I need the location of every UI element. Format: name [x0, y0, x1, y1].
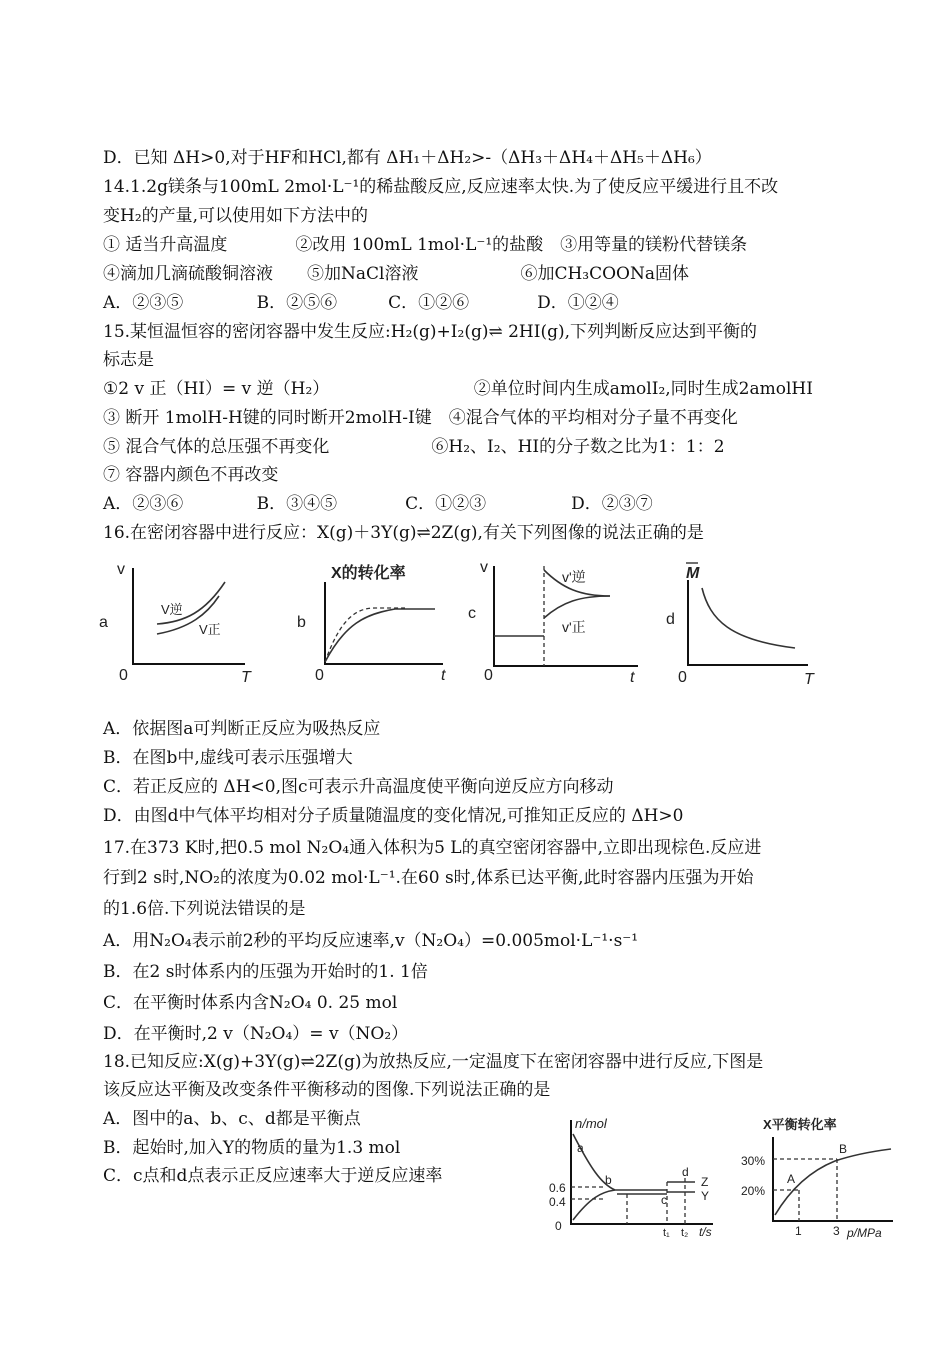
graph-b-origin: 0 — [315, 667, 324, 684]
point-label: a — [577, 1141, 584, 1155]
text-line: 16.在密闭容器中进行反应：X(g)＋3Y(g)⇌2Z(g),有关下列图像的说法正确的是 — [103, 523, 704, 543]
series-label: Y — [701, 1189, 710, 1203]
graph-conversion-p-title: X平衡转化率 — [763, 1117, 837, 1132]
text-line: 的1.6倍.下列说法错误的是 — [103, 899, 306, 919]
graph-b-title: X的转化率 — [331, 565, 406, 582]
graph-n-t-xlabel: t/s — [699, 1225, 712, 1239]
graph-b — [295, 562, 455, 687]
text-line: 17.在373 K时,把0.5 mol N₂O₄通入体积为5 L的真空密闭容器中,立即出现棕色.反应进 — [103, 838, 762, 858]
graph-a-xlabel: T — [241, 669, 251, 686]
text-line: ④滴加几滴硫酸铜溶液 ⑤加NaCl溶液 ⑥加CH₃COONa固体 — [103, 264, 689, 284]
option-b: B．起始时,加入Y的物质的量为1.3 mol — [103, 1138, 401, 1158]
text-line: ① 适当升高温度 ②改用 100mL 1mol·L⁻¹的盐酸 ③用等量的镁粉代替镁条 — [103, 235, 748, 255]
tick-label: 3 — [833, 1224, 840, 1238]
graph-c-rev-label: v'逆 — [562, 569, 586, 585]
point-label: d — [682, 1165, 689, 1179]
graph-a-rev-label: V逆 — [161, 602, 183, 617]
text-line: 15.某恒温恒容的密闭容器中发生反应:H₂(g)+I₂(g)⇌ 2HI(g),下列判断反应达到平衡的 — [103, 322, 758, 342]
option-c: C．c点和d点表示正反应速率大于逆反应速率 — [103, 1166, 443, 1186]
option-a: A．依据图a可判断正反应为吸热反应 — [103, 719, 381, 739]
graph-b-letter: b — [297, 614, 306, 631]
tick-label: 20% — [741, 1184, 766, 1198]
tick-label: t₂ — [681, 1227, 689, 1239]
text-line: ①2 v 正（HI）= v 逆（H₂） ②单位时间内生成amolI₂,同时生成2amolHI — [103, 379, 813, 399]
option-b: B．在2 s时体系内的压强为开始时的1. 1倍 — [103, 962, 428, 982]
graph-d-ylabel: M — [686, 565, 700, 582]
option-c: C．在平衡时体系内含N₂O₄ 0. 25 mol — [103, 993, 398, 1013]
graph-conversion-p — [735, 1115, 900, 1245]
option-a: A．图中的a、b、c、d都是平衡点 — [103, 1109, 361, 1129]
text-line: 该反应达平衡及改变条件平衡移动的图像.下列说法正确的是 — [103, 1080, 551, 1100]
point-label: c — [661, 1193, 667, 1207]
graph-n-t-origin: 0 — [555, 1219, 562, 1233]
graph-n-t-ylabel: n/mol — [575, 1116, 607, 1131]
graph-d-origin: 0 — [678, 669, 687, 686]
option-c: C．若正反应的 ΔH<0,图c可表示升高温度使平衡向逆反应方向移动 — [103, 777, 614, 797]
graph-a-ylabel: v — [117, 562, 125, 578]
graph-c-fwd-label: v'正 — [562, 619, 586, 635]
tick-label: 1 — [795, 1224, 802, 1238]
graph-c-ylabel: v — [480, 559, 488, 576]
graph-a-letter: a — [99, 614, 108, 631]
point-label: b — [605, 1173, 612, 1187]
graph-c — [462, 558, 652, 688]
tick-label: 0.4 — [549, 1195, 566, 1209]
graph-a-fwd-label: V正 — [199, 622, 221, 637]
option-d: D．在平衡时,2 v（N₂O₄）= v（NO₂） — [103, 1024, 409, 1044]
option-b: B．在图b中,虚线可表示压强增大 — [103, 748, 353, 768]
text-line: 行到2 s时,NO₂的浓度为0.02 mol·L⁻¹.在60 s时,体系已达平衡,此时容器内压强为开始 — [103, 868, 754, 888]
graph-a-origin: 0 — [119, 667, 128, 684]
option-d: D．由图d中气体平均相对分子质量随温度的变化情况,可推知正反应的 ΔH>0 — [103, 806, 684, 826]
text-line: 变H₂的产量,可以使用如下方法中的 — [103, 206, 369, 226]
text-line: A．②③⑤ B．②⑤⑥ C．①②⑥ D．①②④ — [103, 293, 619, 313]
text-line: ⑤ 混合气体的总压强不再变化 ⑥H₂、I₂、HI的分子数之比为1：1：2 — [103, 437, 725, 457]
graph-c-xlabel: t — [630, 669, 635, 686]
text-line: ⑦ 容器内颜色不再改变 — [103, 465, 279, 485]
graph-d-letter: d — [666, 611, 675, 628]
text-line: 标志是 — [103, 350, 154, 370]
tick-label: 0.6 — [549, 1181, 566, 1195]
text-line: 14.1.2g镁条与100mL 2mol·L⁻¹的稀盐酸反应,反应速率太快.为了使反应平缓进行且不改 — [103, 177, 779, 197]
option-a: A．用N₂O₄表示前2秒的平均反应速率,v（N₂O₄）=0.005mol·L⁻¹·s⁻¹ — [103, 931, 639, 951]
graph-d-xlabel: T — [804, 671, 814, 688]
tick-label: t₁ — [663, 1227, 670, 1239]
graph-n-t — [545, 1112, 740, 1242]
graph-conversion-p-xlabel: p/MPa — [847, 1226, 882, 1240]
text-line: 18.已知反应:X(g)+3Y(g)⇌2Z(g)为放热反应,一定温度下在密闭容器中进行反应,下图是 — [103, 1052, 764, 1072]
graph-c-letter: c — [468, 605, 476, 622]
graph-b-xlabel: t — [441, 667, 446, 684]
text-line: A．②③⑥ B．③④⑤ C．①②③ D．②③⑦ — [103, 494, 653, 514]
point-label: A — [787, 1172, 796, 1186]
tick-label: 30% — [741, 1154, 766, 1168]
graph-a — [95, 562, 260, 687]
text-line: ③ 断开 1molH-H键的同时断开2molH-I键 ④混合气体的平均相对分子量不再变化 — [103, 408, 738, 428]
graph-c-origin: 0 — [484, 667, 493, 684]
graph-d — [660, 560, 825, 688]
text-line: D．已知 ΔH>0,对于HF和HCl,都有 ΔH₁＋ΔH₂>-（ΔH₃＋ΔH₄＋ΔH₅＋ΔH₆） — [103, 148, 712, 168]
point-label: B — [839, 1142, 848, 1156]
series-label: Z — [701, 1175, 709, 1189]
